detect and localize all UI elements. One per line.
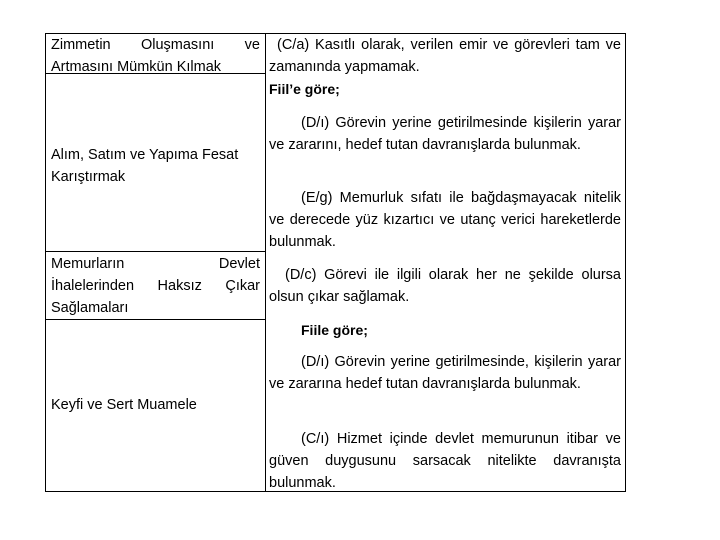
- right-heading-1: Fiil’e göre;: [269, 81, 340, 97]
- left-cell-3-line-2: İhalelerinden Haksız Çıkar: [51, 278, 260, 294]
- left-cell-3: [51, 253, 260, 319]
- left-cell-2-line-2: Karıştırmak: [51, 169, 126, 185]
- left-cell-3-line-1: Memurların Devlet: [51, 256, 260, 272]
- left-cell-1: [51, 34, 260, 78]
- left-cell-2: [51, 144, 260, 188]
- right-paragraph-6: (C/ı) Hizmet içinde devlet memurunun itibar ve güven duygusunu sarsacak nitelikte davranışta bulunmak.: [269, 431, 621, 491]
- right-heading-2: Fiile göre;: [301, 322, 368, 338]
- right-paragraph-3: (E/g) Memurluk sıfatı ile bağdaşmayacak nitelik ve derecede yüz kızartıcı ve utanç verici hareketlerde bulunmak.: [269, 190, 621, 250]
- right-paragraph-5: (D/ı) Görevin yerine getirilmesinde, kişilerin yarar ve zararına hedef tutan davranışlarda bulunmak.: [269, 354, 621, 392]
- right-paragraph-4: (D/c) Görevi ile ilgili olarak her ne şekilde olursa olsun çıkar sağlamak.: [269, 267, 621, 305]
- left-cell-1-line-1: Zimmetin Oluşmasını ve: [51, 37, 260, 53]
- left-cell-1-line-2: Artmasını Mümkün Kılmak: [51, 59, 222, 75]
- discipline-table: [45, 33, 626, 492]
- left-cell-3-line-3: Sağlamaları: [51, 300, 129, 316]
- left-cell-4: [51, 394, 260, 416]
- left-cell-4-line-1: Keyfi ve Sert Muamele: [51, 397, 197, 413]
- left-cell-2-line-1: Alım, Satım ve Yapıma Fesat: [51, 147, 239, 163]
- right-paragraph-2: (D/ı) Görevin yerine getirilmesinde kişilerin yarar ve zararını, hedef tutan davranışlarda bulunmak.: [269, 115, 621, 153]
- right-paragraph-1: (C/a) Kasıtlı olarak, verilen emir ve görevleri tam ve zamanında yapmamak.: [269, 37, 621, 75]
- row-divider-3: [46, 319, 265, 320]
- column-divider: [265, 34, 266, 491]
- row-divider-2: [46, 251, 265, 252]
